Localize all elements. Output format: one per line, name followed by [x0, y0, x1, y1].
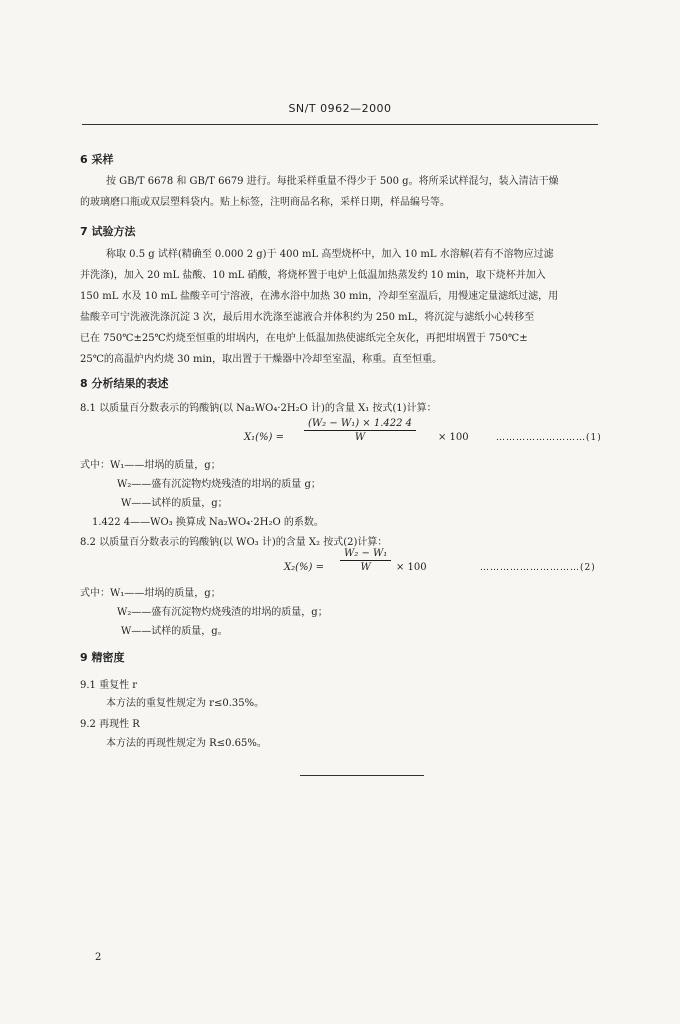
formula-2-number: …………………………(2): [480, 563, 596, 573]
section-7-line-2: 并洗涤)，加入 20 mL 盐酸、10 mL 硝酸，将烧杯置于电炉上低温加热蒸发约 10 min，取下烧杯并加入: [80, 270, 546, 281]
formula-2-lhs: X₂(%) =: [284, 562, 324, 573]
end-rule: [300, 775, 424, 776]
section-8-2-text: 8.2 以质量百分数表示的钨酸钠(以 WO₃ 计)的含量 X₂ 按式(2)计算：: [80, 537, 388, 548]
formula-1-where-2: W₂——盛有沉淀物灼烧残渣的坩埚的质量 g；: [117, 479, 321, 490]
formula-1-numerator: (W₂ − W₁) × 1.422 4: [304, 418, 416, 431]
section-6-line-1: 按 GB/T 6678 和 GB/T 6679 进行。每批采样重量不得少于 500 g。将所采试样混匀，装入清洁干燥: [106, 176, 559, 187]
formula-2-denominator: W: [360, 562, 371, 573]
section-9-1-title: 9.1 重复性 r: [80, 680, 138, 691]
formula-1-number: ………………………(1): [496, 433, 602, 443]
page-number: 2: [95, 952, 102, 963]
document-code: SN/T 0962—2000: [288, 102, 392, 115]
formula-1-where-4: 1.422 4——WO₃ 换算成 Na₂WO₄·2H₂O 的系数。: [92, 517, 324, 528]
section-9-title: 9 精密度: [80, 651, 125, 664]
section-7-title: 7 试验方法: [80, 225, 136, 238]
section-9-2-title: 9.2 再现性 R: [80, 719, 140, 730]
formula-2-fraction: [340, 548, 391, 573]
formula-2-numerator: W₂ − W₁: [340, 548, 391, 561]
formula-1-lhs: X₁(%) =: [244, 432, 284, 443]
section-9-2-text: 本方法的再现性规定为 R≤0.65%。: [106, 738, 267, 749]
formula-2-where-2: W₂——盛有沉淀物灼烧残渣的坩埚的质量，g；: [117, 607, 328, 618]
section-7-line-5: 已在 750℃±25℃灼烧至恒重的坩埚内，在电炉上低温加热使滤纸完全灰化，再把坩埚置于 750℃±: [80, 333, 528, 344]
formula-1-fraction: [304, 418, 416, 443]
section-9-1-text: 本方法的重复性规定为 r≤0.35%。: [106, 698, 265, 709]
section-7-line-3: 150 mL 水及 10 mL 盐酸辛可宁溶液，在沸水浴中加热 30 min，冷却至室温后，用慢速定量滤纸过滤，用: [80, 291, 559, 302]
section-6-line-2: 的玻璃磨口瓶或双层塑料袋内。贴上标签，注明商品名称，采样日期，样品编号等。: [80, 197, 450, 208]
header-rule: [82, 124, 598, 125]
formula-2-where-1: 式中：W₁——坩埚的质量，g；: [80, 588, 221, 599]
section-6-title: 6 采样: [80, 153, 114, 166]
formula-2-rhs: × 100: [396, 562, 427, 573]
section-7-line-6: 25℃的高温炉内灼烧 30 min，取出置于干燥器中冷却至室温，称重。直至恒重。: [80, 354, 443, 365]
formula-2-where-3: W——试样的质量，g。: [121, 626, 228, 637]
formula-1-where-1: 式中：W₁——坩埚的质量，g；: [80, 460, 221, 471]
section-8-title: 8 分析结果的表述: [80, 377, 169, 390]
formula-1-rhs: × 100: [438, 432, 469, 443]
section-7-line-4: 盐酸辛可宁洗液洗涤沉淀 3 次，最后用水洗涤至滤液合并体积约为 250 mL，将沉淀与滤纸小心转移至: [80, 312, 535, 323]
formula-1-denominator: W: [354, 432, 366, 443]
section-8-1-text: 8.1 以质量百分数表示的钨酸钠(以 Na₂WO₄·2H₂O 计)的含量 X₁ 按式(1)计算：: [80, 403, 437, 414]
section-7-line-1: 称取 0.5 g 试样(精确至 0.000 2 g)于 400 mL 高型烧杯中，加入 10 mL 水溶解(若有不溶物应过滤: [106, 249, 554, 260]
formula-1-where-3: W——试样的质量，g；: [121, 498, 228, 509]
